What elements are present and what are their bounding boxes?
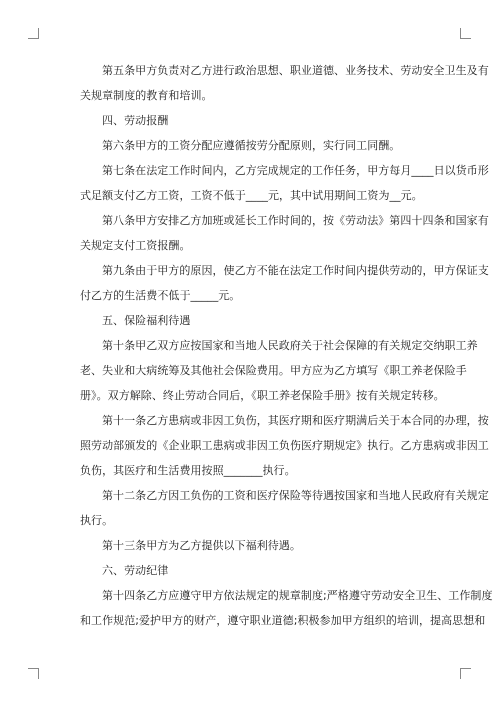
- crop-mark-bottom-left: [28, 668, 39, 679]
- text-line: 式足额支付乙方工资，工资不低于____元，其中试用期间工资为__元。: [80, 189, 423, 202]
- text-line: 第九条由于甲方的原因，使乙方不能在法定工作时间内提供劳动的，甲方保证支: [102, 264, 489, 277]
- text-line: 和工作规范;爱护甲方的财产，遵守职业道德;积极参加甲方组织的培训，提高思想和: [80, 614, 486, 627]
- text-line: 付乙方的生活费不低于_____元。: [80, 289, 241, 302]
- text-line: 执行。: [80, 514, 114, 527]
- text-line: 第五条甲方负责对乙方进行政治思想、职业道德、业务技术、劳动安全卫生及有: [102, 64, 489, 77]
- text-line: 册》。双方解除、终止劳动合同后，《职工养老保险手册》按有关规定转移。: [80, 389, 445, 402]
- text-line: 第十二条乙方因工负伤的工资和医疗保险等待遇按国家和当地人民政府有关规定: [102, 489, 489, 502]
- text-line: 负伤，其医疗和生活费用按照_______执行。: [80, 464, 296, 477]
- text-line: 第十一条乙方患病或非因工负伤，其医疗期和医疗期满后关于本合同的办理，按: [102, 414, 489, 427]
- text-line: 第六条甲方的工资分配应遵循按劳分配原则，实行同工同酬。: [102, 139, 401, 152]
- text-line: 老、失业和大病统筹及其他社会保险费用。甲方应为乙方填写《职工养老保险手: [80, 364, 467, 377]
- text-line: 第十四条乙方应遵守甲方依法规定的规章制度;严格遵守劳动安全卫生、工作制度: [102, 589, 493, 602]
- crop-mark-bottom-right: [460, 668, 471, 679]
- text-line: 六、劳动纪律: [102, 564, 169, 577]
- text-line: 第十条甲乙双方应按国家和当地人民政府关于社会保障的有关规定交纳职工养: [102, 339, 478, 352]
- text-line: 照劳动部颁发的《企业职工患病或非因工负伤医疗期规定》执行。乙方患病或非因工: [80, 439, 489, 452]
- text-line: 第七条在法定工作时间内，乙方完成规定的工作任务，甲方每月____日以货币形: [102, 164, 489, 177]
- text-line: 五、保险福利待遇: [102, 314, 191, 327]
- document-body: [80, 64, 493, 639]
- crop-mark-top-right: [460, 28, 471, 39]
- text-line: 关规定支付工资报酬。: [80, 239, 191, 252]
- text-line: 关规章制度的教育和培训。: [80, 89, 213, 102]
- text-line: 第十三条甲方为乙方提供以下福利待遇。: [102, 539, 301, 552]
- text-line: 第八条甲方安排乙方加班或延长工作时间的，按《劳动法》第四十四条和国家有: [102, 214, 489, 227]
- crop-mark-top-left: [28, 28, 39, 39]
- text-line: 四、劳动报酬: [102, 114, 169, 127]
